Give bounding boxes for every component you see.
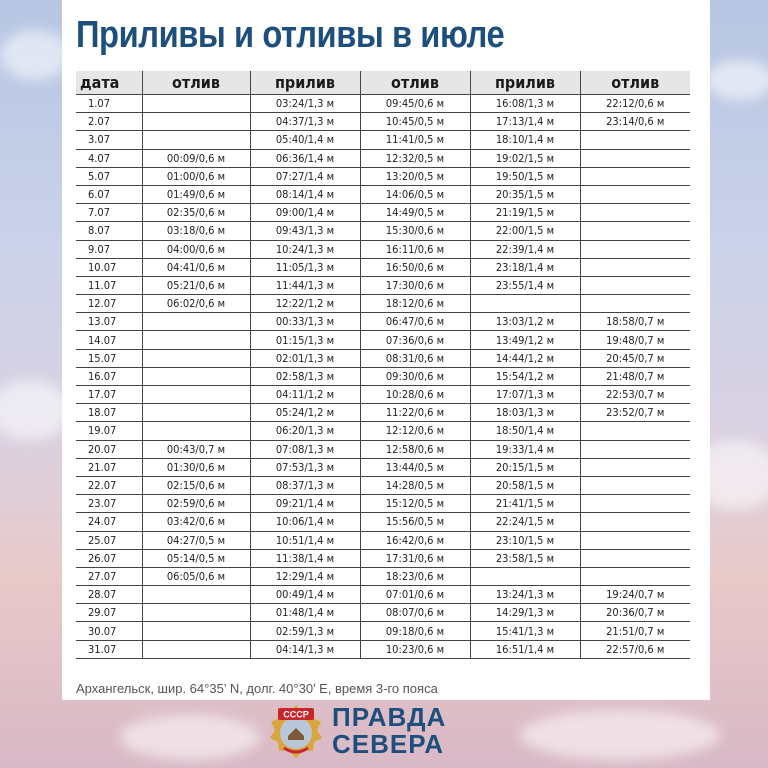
table-row <box>76 386 690 404</box>
tide-cell <box>142 367 250 385</box>
table-row <box>76 258 690 276</box>
tide-cell <box>142 131 250 149</box>
tide-cell: 04:37/1,3 м <box>250 113 360 131</box>
brand-name <box>332 704 446 758</box>
date-cell: 25.07 <box>76 531 142 549</box>
tide-cell: 20:15/1,5 м <box>470 458 580 476</box>
table-row <box>76 167 690 185</box>
tide-cell: 02:58/1,3 м <box>250 367 360 385</box>
tide-cell: 18:50/1,4 м <box>470 422 580 440</box>
tide-cell: 21:51/0,7 м <box>580 622 690 640</box>
tide-cell <box>142 404 250 422</box>
tide-cell: 07:01/0,6 м <box>360 586 470 604</box>
tide-cell: 14:29/1,3 м <box>470 604 580 622</box>
tide-cell: 15:41/1,3 м <box>470 622 580 640</box>
column-header: отлив <box>360 71 470 95</box>
date-cell: 1.07 <box>76 95 142 113</box>
tide-cell: 03:42/0,6 м <box>142 513 250 531</box>
tide-cell: 02:59/0,6 м <box>142 495 250 513</box>
tide-cell <box>580 422 690 440</box>
date-cell: 26.07 <box>76 549 142 567</box>
tide-cell: 01:15/1,3 м <box>250 331 360 349</box>
tide-cell: 16:08/1,3 м <box>470 95 580 113</box>
tide-cell <box>580 276 690 294</box>
tide-cell: 07:27/1,4 м <box>250 167 360 185</box>
tide-cell: 10:06/1,4 м <box>250 513 360 531</box>
tide-cell: 13:44/0,5 м <box>360 458 470 476</box>
date-cell: 20.07 <box>76 440 142 458</box>
tide-cell: 05:40/1,4 м <box>250 131 360 149</box>
table-row <box>76 586 690 604</box>
table-header <box>76 71 690 95</box>
tide-cell <box>142 640 250 658</box>
tide-cell: 23:55/1,4 м <box>470 276 580 294</box>
table-row <box>76 240 690 258</box>
tide-cell: 14:06/0,5 м <box>360 185 470 203</box>
tide-cell <box>580 567 690 585</box>
tide-cell: 19:50/1,5 м <box>470 167 580 185</box>
table-row <box>76 313 690 331</box>
table-row <box>76 131 690 149</box>
date-cell: 13.07 <box>76 313 142 331</box>
tide-cell: 15:54/1,2 м <box>470 367 580 385</box>
date-cell: 16.07 <box>76 367 142 385</box>
date-cell: 19.07 <box>76 422 142 440</box>
tide-cell: 04:27/0,5 м <box>142 531 250 549</box>
tide-cell: 07:36/0,6 м <box>360 331 470 349</box>
table-row <box>76 495 690 513</box>
tide-cell: 12:22/1,2 м <box>250 295 360 313</box>
tide-cell: 23:10/1,5 м <box>470 531 580 549</box>
tide-cell: 09:00/1,4 м <box>250 204 360 222</box>
tide-cell <box>580 185 690 203</box>
tide-cell: 00:33/1,3 м <box>250 313 360 331</box>
table-row <box>76 476 690 494</box>
date-cell: 31.07 <box>76 640 142 658</box>
tide-cell: 14:44/1,2 м <box>470 349 580 367</box>
tide-cell: 10:51/1,4 м <box>250 531 360 549</box>
tide-cell: 06:20/1,3 м <box>250 422 360 440</box>
date-cell: 24.07 <box>76 513 142 531</box>
tide-cell: 19:48/0,7 м <box>580 331 690 349</box>
tide-cell: 15:12/0,5 м <box>360 495 470 513</box>
date-cell: 21.07 <box>76 458 142 476</box>
tide-cell: 02:35/0,6 м <box>142 204 250 222</box>
tide-cell <box>142 422 250 440</box>
tide-cell: 14:49/0,5 м <box>360 204 470 222</box>
table-row <box>76 95 690 113</box>
date-cell: 3.07 <box>76 131 142 149</box>
table-row <box>76 404 690 422</box>
tide-cell: 17:13/1,4 м <box>470 113 580 131</box>
tide-cell: 15:30/0,6 м <box>360 222 470 240</box>
tide-cell: 10:45/0,5 м <box>360 113 470 131</box>
table-row <box>76 349 690 367</box>
tide-cell: 04:14/1,3 м <box>250 640 360 658</box>
tide-cell: 11:44/1,3 м <box>250 276 360 294</box>
tide-cell: 13:20/0,5 м <box>360 167 470 185</box>
tide-cell <box>580 240 690 258</box>
tide-cell: 08:31/0,6 м <box>360 349 470 367</box>
tide-cell: 18:12/0,6 м <box>360 295 470 313</box>
tide-cell: 17:30/0,6 м <box>360 276 470 294</box>
date-cell: 7.07 <box>76 204 142 222</box>
order-of-labour-red-banner-icon <box>266 702 326 762</box>
date-cell: 14.07 <box>76 331 142 349</box>
tide-cell: 10:24/1,3 м <box>250 240 360 258</box>
tide-cell: 13:24/1,3 м <box>470 586 580 604</box>
date-cell: 28.07 <box>76 586 142 604</box>
tide-cell <box>142 386 250 404</box>
table-row <box>76 276 690 294</box>
tide-cell <box>580 476 690 494</box>
tide-cell <box>142 95 250 113</box>
tide-cell: 12:29/1,4 м <box>250 567 360 585</box>
date-cell: 17.07 <box>76 386 142 404</box>
date-cell: 8.07 <box>76 222 142 240</box>
tide-cell: 04:11/1,2 м <box>250 386 360 404</box>
tide-cell: 07:08/1,3 м <box>250 440 360 458</box>
tide-cell <box>142 113 250 131</box>
tide-cell: 09:30/0,6 м <box>360 367 470 385</box>
tide-cell: 18:58/0,7 м <box>580 313 690 331</box>
date-cell: 5.07 <box>76 167 142 185</box>
tide-cell <box>142 586 250 604</box>
date-cell: 12.07 <box>76 295 142 313</box>
table-row <box>76 440 690 458</box>
tide-cell: 05:21/0,6 м <box>142 276 250 294</box>
date-cell: 30.07 <box>76 622 142 640</box>
tide-cell <box>580 131 690 149</box>
tide-cell: 01:00/0,6 м <box>142 167 250 185</box>
cloud <box>120 715 260 760</box>
table-row <box>76 622 690 640</box>
table-row <box>76 640 690 658</box>
tide-cell: 12:32/0,5 м <box>360 149 470 167</box>
tide-cell: 09:21/1,4 м <box>250 495 360 513</box>
table-row <box>76 367 690 385</box>
table-row <box>76 458 690 476</box>
tide-cell: 00:49/1,4 м <box>250 586 360 604</box>
tide-cell: 22:00/1,5 м <box>470 222 580 240</box>
tide-cell <box>142 349 250 367</box>
date-cell: 15.07 <box>76 349 142 367</box>
tide-cell: 02:15/0,6 м <box>142 476 250 494</box>
tide-cell: 19:33/1,4 м <box>470 440 580 458</box>
tide-cell: 23:52/0,7 м <box>580 404 690 422</box>
tide-cell: 02:01/1,3 м <box>250 349 360 367</box>
tide-cell: 01:30/0,6 м <box>142 458 250 476</box>
date-cell: 11.07 <box>76 276 142 294</box>
tide-cell: 09:43/1,3 м <box>250 222 360 240</box>
tide-cell: 16:42/0,6 м <box>360 531 470 549</box>
cloud <box>0 380 70 440</box>
table-row <box>76 567 690 585</box>
tide-cell: 08:14/1,4 м <box>250 185 360 203</box>
tide-cell <box>580 222 690 240</box>
brand-line-1: ПРАВДА <box>332 702 447 732</box>
table-row <box>76 531 690 549</box>
badge-text: СССР <box>283 709 309 720</box>
table-row <box>76 149 690 167</box>
tide-cell: 23:14/0,6 м <box>580 113 690 131</box>
tide-cell <box>580 204 690 222</box>
date-cell: 6.07 <box>76 185 142 203</box>
tide-cell: 16:11/0,6 м <box>360 240 470 258</box>
table-row <box>76 222 690 240</box>
date-cell: 18.07 <box>76 404 142 422</box>
table-row <box>76 185 690 203</box>
tide-cell: 10:23/0,6 м <box>360 640 470 658</box>
tide-cell: 04:41/0,6 м <box>142 258 250 276</box>
tide-cell: 00:43/0,7 м <box>142 440 250 458</box>
brand-line-2: СЕВЕРА <box>332 729 445 759</box>
tide-cell: 19:24/0,7 м <box>580 586 690 604</box>
table-row <box>76 422 690 440</box>
tide-table <box>76 71 690 659</box>
tide-cell: 23:18/1,4 м <box>470 258 580 276</box>
tide-cell <box>580 531 690 549</box>
column-header: прилив <box>250 71 360 95</box>
date-cell: 29.07 <box>76 604 142 622</box>
tide-cell: 20:35/1,5 м <box>470 185 580 203</box>
tide-cell: 05:14/0,5 м <box>142 549 250 567</box>
tide-cell: 18:10/1,4 м <box>470 131 580 149</box>
tide-cell: 21:48/0,7 м <box>580 367 690 385</box>
tide-cell <box>470 567 580 585</box>
tide-cell: 04:00/0,6 м <box>142 240 250 258</box>
tide-cell: 22:53/0,7 м <box>580 386 690 404</box>
tide-cell <box>580 440 690 458</box>
tide-cell: 12:58/0,6 м <box>360 440 470 458</box>
tide-cell <box>580 258 690 276</box>
location-note: Архангельск, шир. 64°35’ N, долг. 40°30’ E, время 3-го пояса <box>76 681 438 696</box>
tide-cell: 13:49/1,2 м <box>470 331 580 349</box>
tide-cell: 22:12/0,6 м <box>580 95 690 113</box>
tide-cell <box>142 622 250 640</box>
tide-cell: 20:36/0,7 м <box>580 604 690 622</box>
tide-cell: 22:24/1,5 м <box>470 513 580 531</box>
tide-cell: 11:05/1,3 м <box>250 258 360 276</box>
column-header: дата <box>76 71 142 95</box>
tide-cell: 10:28/0,6 м <box>360 386 470 404</box>
tide-cell: 11:41/0,5 м <box>360 131 470 149</box>
date-cell: 10.07 <box>76 258 142 276</box>
tide-cell: 05:24/1,2 м <box>250 404 360 422</box>
cloud <box>0 30 70 80</box>
tide-cell: 06:02/0,6 м <box>142 295 250 313</box>
tide-cell <box>580 513 690 531</box>
tide-cell: 03:18/0,6 м <box>142 222 250 240</box>
tide-cell: 15:56/0,5 м <box>360 513 470 531</box>
tide-cell: 22:39/1,4 м <box>470 240 580 258</box>
tide-cell <box>142 604 250 622</box>
tide-cell: 18:23/0,6 м <box>360 567 470 585</box>
tide-cell: 13:03/1,2 м <box>470 313 580 331</box>
tide-cell: 07:53/1,3 м <box>250 458 360 476</box>
table-row <box>76 204 690 222</box>
tide-cell: 17:07/1,3 м <box>470 386 580 404</box>
table-row <box>76 513 690 531</box>
tide-cell: 21:41/1,5 м <box>470 495 580 513</box>
tide-cell: 17:31/0,6 м <box>360 549 470 567</box>
table-row <box>76 604 690 622</box>
tide-cell: 23:58/1,5 м <box>470 549 580 567</box>
tide-cell: 00:09/0,6 м <box>142 149 250 167</box>
tide-cell: 20:45/0,7 м <box>580 349 690 367</box>
tide-cell: 18:03/1,3 м <box>470 404 580 422</box>
tide-cell: 09:45/0,6 м <box>360 95 470 113</box>
table-row <box>76 331 690 349</box>
tide-cell: 06:47/0,6 м <box>360 313 470 331</box>
tide-cell: 01:48/1,4 м <box>250 604 360 622</box>
tide-cell <box>580 167 690 185</box>
tide-cell: 22:57/0,6 м <box>580 640 690 658</box>
tide-cell: 03:24/1,3 м <box>250 95 360 113</box>
tide-cell: 06:36/1,4 м <box>250 149 360 167</box>
tide-cell <box>580 149 690 167</box>
date-cell: 23.07 <box>76 495 142 513</box>
tide-cell <box>580 495 690 513</box>
tide-cell: 16:50/0,6 м <box>360 258 470 276</box>
column-header: прилив <box>470 71 580 95</box>
table-row <box>76 295 690 313</box>
tide-cell: 08:07/0,6 м <box>360 604 470 622</box>
tide-cell <box>142 313 250 331</box>
cloud <box>520 710 720 760</box>
tide-cell <box>580 549 690 567</box>
tide-cell <box>470 295 580 313</box>
tide-cell: 01:49/0,6 м <box>142 185 250 203</box>
date-cell: 4.07 <box>76 149 142 167</box>
column-header: отлив <box>580 71 690 95</box>
tide-cell: 08:37/1,3 м <box>250 476 360 494</box>
tide-cell: 02:59/1,3 м <box>250 622 360 640</box>
table-row <box>76 549 690 567</box>
tide-cell: 09:18/0,6 м <box>360 622 470 640</box>
tide-cell <box>142 331 250 349</box>
date-cell: 2.07 <box>76 113 142 131</box>
date-cell: 9.07 <box>76 240 142 258</box>
cloud <box>705 60 768 100</box>
date-cell: 27.07 <box>76 567 142 585</box>
table-row <box>76 113 690 131</box>
tide-cell: 21:19/1,5 м <box>470 204 580 222</box>
tide-cell <box>580 295 690 313</box>
newspaper-logo <box>266 700 506 764</box>
tide-cell: 12:12/0,6 м <box>360 422 470 440</box>
tide-cell: 11:38/1,4 м <box>250 549 360 567</box>
tide-cell: 11:22/0,6 м <box>360 404 470 422</box>
tide-cell: 19:02/1,5 м <box>470 149 580 167</box>
tide-cell <box>580 458 690 476</box>
tide-cell: 16:51/1,4 м <box>470 640 580 658</box>
tide-cell: 14:28/0,5 м <box>360 476 470 494</box>
tide-cell: 06:05/0,6 м <box>142 567 250 585</box>
tide-card <box>62 0 710 700</box>
column-header: отлив <box>142 71 250 95</box>
tide-cell: 20:58/1,5 м <box>470 476 580 494</box>
page-title: Приливы и отливы в июле <box>76 14 505 56</box>
date-cell: 22.07 <box>76 476 142 494</box>
